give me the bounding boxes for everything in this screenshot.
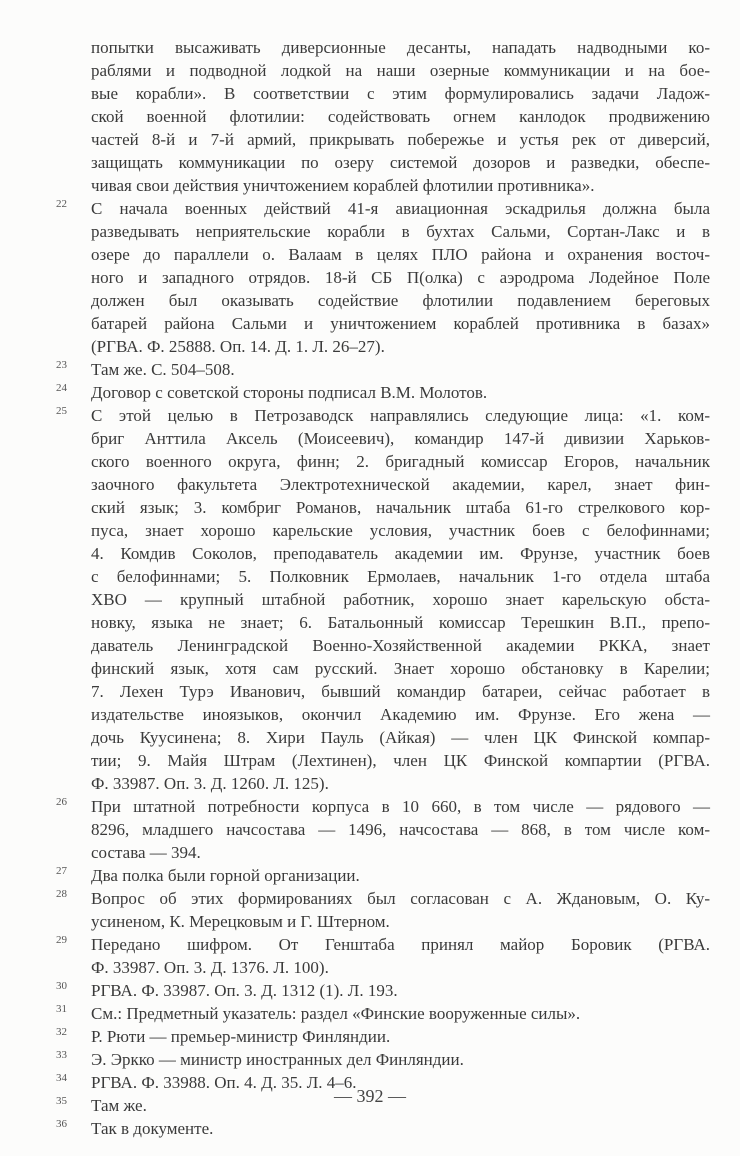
text-line: дочь Куусинена; 8. Хири Пауль (Айкая) — член ЦК Финской компар- [91, 728, 710, 747]
text-line: раблями и подводной лодкой на наши озерные коммуникации и на бое- [91, 61, 710, 80]
text-line [56, 864, 710, 887]
footnote-text: Там же. С. 504–508. [91, 360, 235, 379]
text-line: разведывать неприятельские корабли в бухтах Сальми, Сортан-Лакс и в [91, 222, 710, 241]
footnote-number: 32 [56, 1026, 67, 1038]
text-line: пуса, знает хорошо карельские условия, участник боев с белофиннами; [91, 521, 710, 540]
text-line [56, 1002, 710, 1025]
footnote-number: 29 [56, 934, 67, 946]
text-line: защищать коммуникации по озеру системой дозоров и разведки, обеспе- [91, 153, 710, 172]
footnote-number: 28 [56, 888, 67, 900]
footnote-text: Передано шифром. От Генштаба принял майор Боровик (РГВА. [91, 935, 710, 954]
text-line: заочного факультета Электротехнической академии, карел, знает фин- [91, 475, 710, 494]
text-line [56, 979, 710, 1002]
footnote-text: Вопрос об этих формированиях был согласован с А. Ждановым, О. Ку- [91, 889, 710, 908]
text-line: финский язык, хотя сам русский. Знает хорошо обстановку в Карелии; [91, 659, 710, 678]
text-line: бриг Анттила Аксель (Моисеевич), командир 147-й дивизии Харьков- [91, 429, 710, 448]
page-number: — 392 — [334, 1086, 406, 1106]
text-line: 4. Комдив Соколов, преподаватель академии им. Фрунзе, участник боев [91, 544, 710, 563]
text-line [56, 1048, 710, 1071]
footnote-number: 33 [56, 1049, 67, 1061]
footnote-text: РГВА. Ф. 33987. Оп. 3. Д. 1312 (1). Л. 193. [91, 981, 398, 1000]
footnotes-body [0, 36, 740, 1140]
text-line: должен был оказывать содействие флотилии подавлением береговых [91, 291, 710, 310]
footnote-text: Два полка были горной организации. [91, 866, 360, 885]
text-line: попытки высаживать диверсионные десанты, нападать надводными ко- [91, 38, 710, 57]
text-line: с белофиннами; 5. Полковник Ермолаев, начальник 1-го отдела штаба [91, 567, 710, 586]
text-line [56, 358, 710, 381]
text-line [56, 795, 710, 818]
footnote-text: См.: Предметный указатель: раздел «Финские вооруженные силы». [91, 1004, 581, 1023]
text-line: Ф. 33987. Оп. 3. Д. 1260. Л. 125). [91, 774, 329, 793]
footnote-number: 35 [56, 1095, 67, 1107]
footnote-number: 34 [56, 1072, 67, 1084]
footnote-text: РГВА. Ф. 33988. Оп. 4. Д. 35. Л. 4–6. [91, 1073, 357, 1092]
text-line [56, 197, 710, 220]
footnote-number: 27 [56, 865, 67, 877]
text-line: 7. Лехен Турэ Иванович, бывший командир батареи, сейчас работает в [91, 682, 710, 701]
text-line: Ф. 33987. Оп. 3. Д. 1376. Л. 100). [91, 958, 329, 977]
footnote-number: 26 [56, 796, 67, 808]
text-line: ской военной флотилии: содействовать огнем канлодок продвижению [91, 107, 710, 126]
text-line [56, 404, 710, 427]
footnote-text: Э. Эркко — министр иностранных дел Финляндии. [91, 1050, 464, 1069]
text-line: усиненом, К. Мерецковым и Г. Штерном. [91, 912, 390, 931]
text-line: состава — 394. [91, 843, 201, 862]
footnote-number: 23 [56, 359, 67, 371]
footnote-text: Так в документе. [91, 1119, 214, 1138]
text-line: 8296, младшего начсостава — 1496, начсостава — 868, в том числе ком- [91, 820, 710, 839]
footnote-number: 31 [56, 1003, 67, 1015]
footnote-text: Там же. [91, 1096, 147, 1115]
text-line [56, 381, 710, 404]
text-line: новку, языка не знает; 6. Батальонный комиссар Терешкин В.П., препо- [91, 613, 710, 632]
text-line: ХВО — крупный штабной работник, хорошо знает карельскую обста- [91, 590, 710, 609]
text-line: ного и западного отрядов. 18-й СБ П(олка) с аэродрома Лодейное Поле [91, 268, 710, 287]
text-line [56, 1025, 710, 1048]
footnote-text: Р. Рюти — премьер-министр Финляндии. [91, 1027, 391, 1046]
footnote-number: 22 [56, 198, 67, 210]
footnote-text: При штатной потребности корпуса в 10 660, в том числе — рядового — [91, 797, 710, 816]
footnote-number: 36 [56, 1118, 67, 1130]
text-line: тии; 9. Майя Штрам (Лехтинен), член ЦК Финской компартии (РГВА. [91, 751, 710, 770]
text-line: вые корабли». В соответствии с этим формулировались задачи Ладож- [91, 84, 710, 103]
footnote-text: Договор с советской стороны подписал В.М. Молотов. [91, 383, 488, 402]
footnote-text: С начала военных действий 41-я авиационная эскадрилья должна была [91, 199, 710, 218]
text-line: чивая свои действия уничтожением кораблей флотилии противника». [91, 176, 595, 195]
footnote-number: 30 [56, 980, 67, 992]
text-line: издательстве иноязыков, окончил Академию им. Фрунзе. Его жена — [91, 705, 710, 724]
text-line: (РГВА. Ф. 25888. Оп. 14. Д. 1. Л. 26–27). [91, 337, 385, 356]
footnote-number: 25 [56, 405, 67, 417]
text-line: ский язык; 3. комбриг Романов, начальник штаба 61-го стрелкового кор- [91, 498, 710, 517]
text-line: озере до параллели о. Валаам в целях ПЛО района и охранения восточ- [91, 245, 710, 264]
text-line [56, 933, 710, 956]
text-line [56, 887, 710, 910]
text-line: даватель Ленинградской Военно-Хозяйственной академии РККА, знает [91, 636, 710, 655]
text-line: частей 8-й и 7-й армий, прикрывать побережье и устья рек от диверсий, [91, 130, 710, 149]
footnote-number: 24 [56, 382, 67, 394]
footnote-text: С этой целью в Петрозаводск направлялись следующие лица: «1. ком- [91, 406, 710, 425]
text-line: ского военного округа, финн; 2. бригадный комиссар Егоров, начальник [91, 452, 710, 471]
text-line: батарей района Сальми и уничтожением кораблей противника в базах» [91, 314, 710, 333]
text-line [56, 1117, 710, 1140]
